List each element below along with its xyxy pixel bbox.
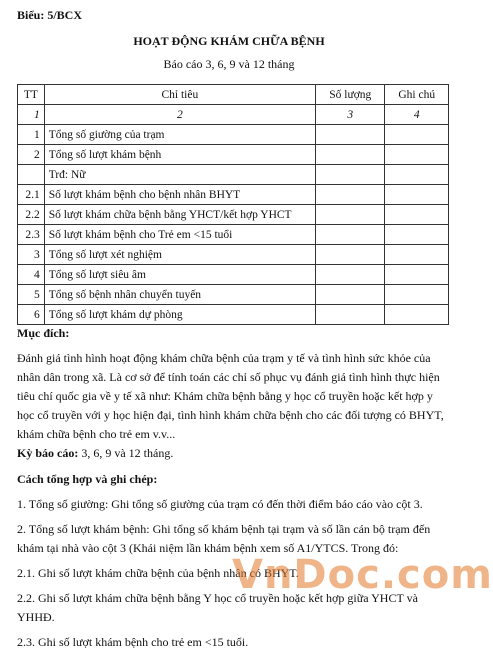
- row-tt: 1: [18, 125, 45, 145]
- row-quantity-cell: [316, 205, 385, 225]
- header-so-luong: Số lượng: [316, 85, 385, 105]
- row-note-cell: [385, 285, 449, 305]
- row-label: Số lượt khám bệnh cho Trẻ em <15 tuổi: [44, 225, 315, 245]
- header-ghi-chu: Ghi chú: [385, 85, 449, 105]
- table-row: [18, 245, 449, 265]
- row-label: Tổng số lượt khám dự phòng: [44, 305, 315, 325]
- row-quantity-cell: [316, 285, 385, 305]
- index-cell: 1: [18, 105, 45, 125]
- table-header-row: [18, 85, 449, 105]
- method-item: 2.2. Ghi số lượt khám chữa bệnh bằng Y học cổ truyền hoặc kết hợp giữa YHCT và YHHĐ.: [17, 591, 418, 624]
- table-row: [18, 225, 449, 245]
- header-chi-tieu: Chỉ tiêu: [44, 85, 315, 105]
- table-row: [18, 165, 449, 185]
- page-title: HOẠT ĐỘNG KHÁM CHỮA BỆNH: [133, 34, 325, 48]
- index-cell: 2: [44, 105, 315, 125]
- row-tt: 2.1: [18, 185, 45, 205]
- purpose-text: Đánh giá tình hình hoạt động khám chữa bệnh của trạm y tế và tình hình sức khỏe của nhân dân trong xã. Là cơ sở để tính toán các chỉ số phục vụ đánh giá tình hình thực hiện tiêu chí quốc gia về y tế xã như: Khám chữa bệnh bằng y học cổ truyền hoặc kết hợp y học cổ truyền với y học hiện đại, tình hình khám chữa bệnh cho các đối tượng có BHYT, khám chữa bệnh cho trẻ em v.v...: [17, 351, 444, 441]
- row-note-cell: [385, 305, 449, 325]
- method-item: 2.3. Ghi số lượt khám bệnh cho trẻ em <15 tuổi.: [17, 635, 249, 649]
- index-cell: 4: [385, 105, 449, 125]
- table-row: [18, 265, 449, 285]
- purpose-section: [17, 324, 447, 444]
- row-tt: 2: [18, 145, 45, 165]
- row-note-cell: [385, 265, 449, 285]
- row-note-cell: [385, 145, 449, 165]
- row-quantity-cell: [316, 125, 385, 145]
- row-quantity-cell: [316, 265, 385, 285]
- row-quantity-cell: [316, 245, 385, 265]
- period-label: Kỳ báo cáo:: [17, 446, 79, 460]
- row-note-cell: [385, 225, 449, 245]
- row-tt: 5: [18, 285, 45, 305]
- row-note-cell: [385, 205, 449, 225]
- row-tt: 6: [18, 305, 45, 325]
- table-row: [18, 185, 449, 205]
- row-quantity-cell: [316, 305, 385, 325]
- row-tt: 2.3: [18, 225, 45, 245]
- column-index-row: [18, 105, 449, 125]
- row-tt: 4: [18, 265, 45, 285]
- table-row: [18, 205, 449, 225]
- method-item: 2.1. Ghi số lượt khám chữa bệnh của bệnh nhân có BHYT.: [17, 566, 299, 580]
- row-tt: 2.2: [18, 205, 45, 225]
- table-row: [18, 125, 449, 145]
- watermark-logo: VnDoc.com: [232, 552, 493, 598]
- row-label: Số lượt khám chữa bệnh bằng YHCT/kết hợp YHCT: [44, 205, 315, 225]
- row-quantity-cell: [316, 225, 385, 245]
- table-row: [18, 305, 449, 325]
- method-section: [17, 470, 447, 652]
- period-line: [17, 444, 447, 463]
- row-label: Tổng số giường của trạm: [44, 125, 315, 145]
- header-tt: TT: [18, 85, 45, 105]
- row-note-cell: [385, 245, 449, 265]
- row-note-cell: [385, 125, 449, 145]
- method-item: 1. Tổng số giường: Ghi tổng số giường của trạm có đến thời điểm báo cáo vào cột 3.: [17, 497, 423, 511]
- row-label: Tổng số lượt siêu âm: [44, 265, 315, 285]
- method-item: 2. Tổng số lượt khám bệnh: Ghi tổng số khám bệnh tại trạm và số lần cán bộ trạm đến khám tại nhà vào cột 3 (Khái niệm lần khám bệnh xem số A1/YTCS. Trong đó:: [17, 522, 431, 555]
- purpose-heading: Mục đích:: [17, 326, 70, 340]
- row-label: Số lượt khám bệnh cho bệnh nhân BHYT: [44, 185, 315, 205]
- row-label: Trđ: Nữ: [44, 165, 315, 185]
- row-quantity-cell: [316, 145, 385, 165]
- row-label: Tổng số lượt xét nghiệm: [44, 245, 315, 265]
- page-subtitle: Báo cáo 3, 6, 9 và 12 tháng: [163, 57, 295, 71]
- row-note-cell: [385, 165, 449, 185]
- row-label: Tổng số lượt khám bệnh: [44, 145, 315, 165]
- table-row: [18, 145, 449, 165]
- form-code: Biểu: 5/BCX: [17, 8, 83, 22]
- period-value: 3, 6, 9 và 12 tháng.: [78, 446, 174, 460]
- row-tt: [18, 165, 45, 185]
- row-quantity-cell: [316, 165, 385, 185]
- row-quantity-cell: [316, 185, 385, 205]
- row-note-cell: [385, 185, 449, 205]
- report-table: [17, 84, 449, 325]
- method-heading: Cách tổng hợp và ghi chép:: [17, 472, 158, 486]
- row-label: Tổng số bệnh nhân chuyển tuyến: [44, 285, 315, 305]
- index-cell: 3: [316, 105, 385, 125]
- row-tt: 3: [18, 245, 45, 265]
- table-row: [18, 285, 449, 305]
